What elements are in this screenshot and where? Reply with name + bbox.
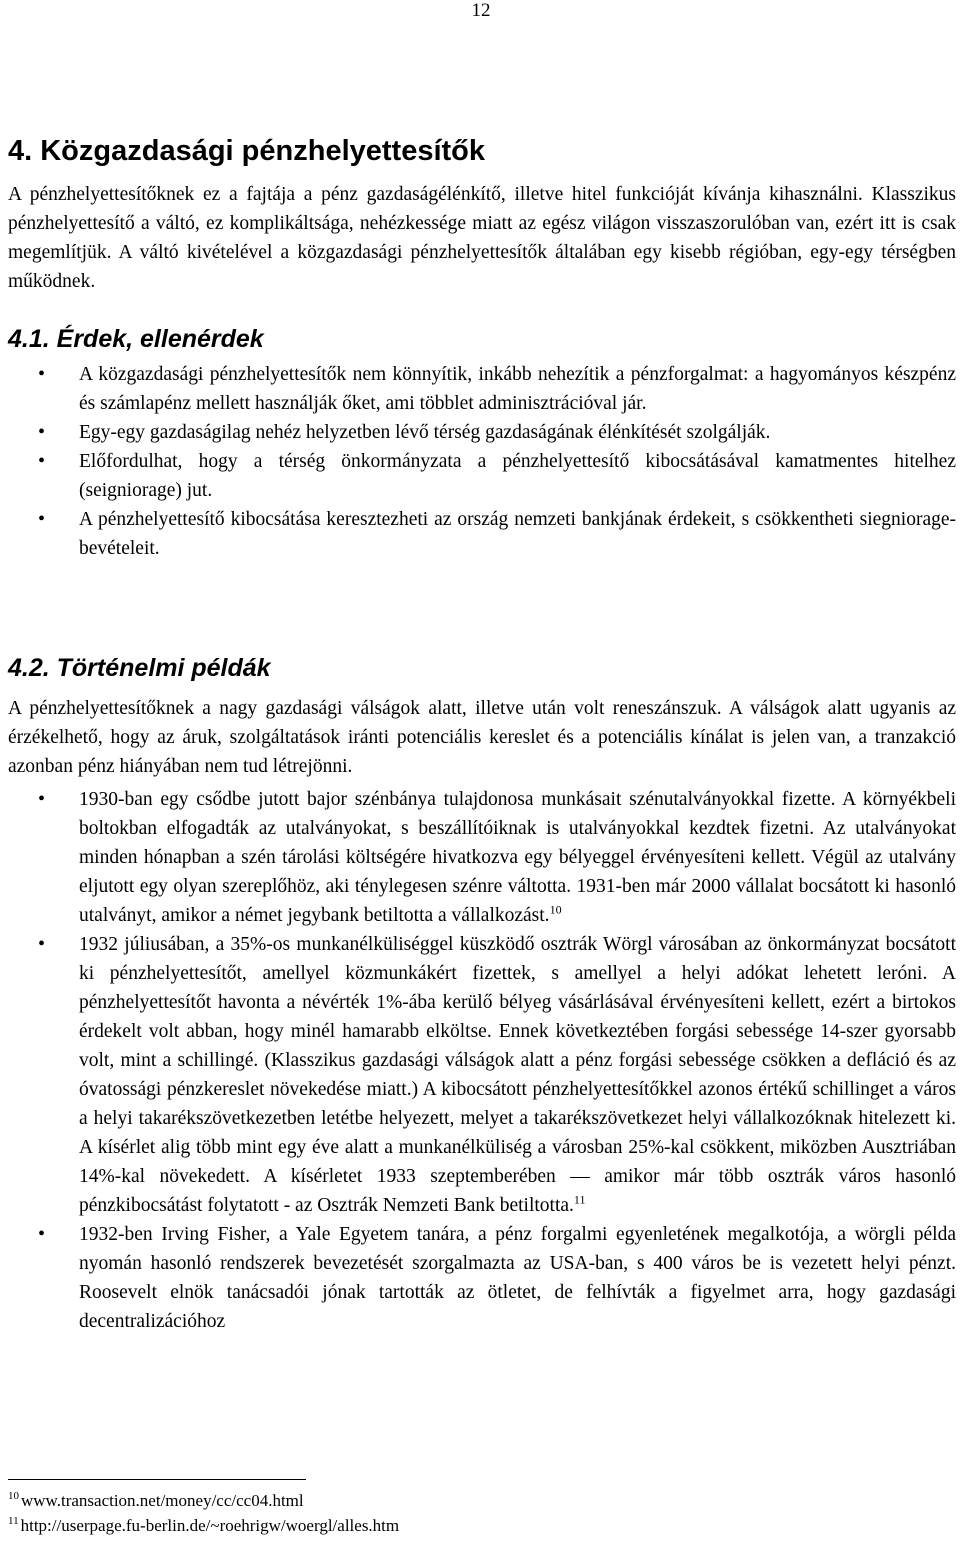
chapter-intro-paragraph: A pénzhelyettesítőknek ez a fajtája a pénz gazdaságélénkítő, illetve hitel funkcióját kívánja kihasználni. Klasszikus pénzhelyettesítő a váltó, ez komplikáltsága, nehézkessége miatt az egész világon visszaszorulóban van, ezért itt is csak megemlítjük. A váltó kivételével a közgazdasági pénzhelyettesítők általában egy kisebb régióban, egy-egy térségben működnek. xyxy=(8,184,956,292)
list-item xyxy=(0,930,956,1220)
section-title-4-2: 4.2. Történelmi példák xyxy=(8,654,271,682)
footnote-link[interactable]: http://userpage.fu-berlin.de/~roehrigw/woergl/alles.htm xyxy=(20,1516,400,1535)
list-item xyxy=(0,785,956,930)
footnote-reference[interactable]: 11 xyxy=(573,1192,586,1207)
chapter-title: 4. Közgazdasági pénzhelyettesítők xyxy=(8,135,486,167)
list-item-text: 1932-ben Irving Fisher, a Yale Egyetem tanára, a pénz forgalmi egyenletének megalkotója, a wörgli példa nyomán hasonló rendszerek bevezetését szorgalmazta az USA-ban, s 400 város be is vezetett helyi pénzt. Roosevelt elnök tanácsadói jónak tartották az ötletet, de felhívták a figyelmet arra, hogy gazdasági decentralizációhoz xyxy=(79,1224,956,1332)
page-number: 12 xyxy=(471,0,491,21)
list-item xyxy=(0,1220,956,1336)
footnote-divider xyxy=(8,1479,306,1480)
section-4-2-bullet-list xyxy=(0,785,956,1336)
list-item-text: 1932 júliusában, a 35%-os munkanélküliséggel küszködő osztrák Wörgl városában az önkormányzat bocsátott ki pénzhelyettesítőt, amellyel közmunkákért fizettek, s amellyel a helyi adókat lehetett leróni. A pénzhelyettesítőt havonta a névérték 1%-ába kerülő bélyeg vásárlásával érvényesíteni kellett, ezért a birtokos érdekelt volt abban, hogy minél hamarabb elköltse. Ennek következtében forgási sebessége 14-szer gyorsabb volt, mint a schillingé. (Klasszikus gazdasági válságok alatt a pénz forgási sebessége csökken a defláció és az óvatossági pénzkereslet növekedése miatt.) A kibocsátott pénzhelyettesítőkkel azonos értékű schillinget a város a helyi takarékszövetkezetben letétbe helyezett, melyet a takarékszövetkezet helyi vállalkozóknak hitelezett ki. A kísérlet alig több mint egy éve alatt a munkanélküliség a városban 25%-kal csökkent, miközben Ausztriában 14%-kal növekedett. A kísérletet 1933 szeptemberében — amikor már több osztrák város hasonló pénzkibocsátást folytatott - az Osztrák Nemzeti Bank betiltotta. xyxy=(79,934,956,1216)
list-item: • A pénzhelyettesítő kibocsátása keresztezheti az ország nemzeti bankjának érdekeit, s csökkentheti siegniorage-bevételeit. xyxy=(0,505,956,563)
footnote-link[interactable]: www.transaction.net/money/cc/cc04.html xyxy=(21,1491,304,1510)
list-item: • A közgazdasági pénzhelyettesítők nem könnyítik, inkább nehezítik a pénzforgalmat: a hagyományos készpénz és számlapénz mellett használják őket, ami többlet adminisztrációval jár. xyxy=(0,360,956,418)
list-item: • Előfordulhat, hogy a térség önkormányzata a pénzhelyettesítő kibocsátásával kamatmentes hitelhez (seigniorage) jut. xyxy=(0,447,956,505)
section-title-4-1: 4.1. Érdek, ellenérdek xyxy=(8,325,264,353)
footnote-reference[interactable]: 10 xyxy=(549,902,562,917)
list-item-text: 1930-ban egy csődbe jutott bajor szénbánya tulajdonosa munkásait szénutalványokkal fizette. A környékbeli boltokban elfogadták az utalványokat, s beszállítóiknak is utalványokkal kezdtek fizetni. Az utalványokat minden hónapban a szén tárolási költségére hivatkozva egy bélyeggel érvényesíteni kellett. Végül az utalvány eljutott egy olyan szereplőhöz, aki ténylegesen szénre váltotta. 1931-ben már 2000 vállalat bocsátott ki hasonló utalványt, amikor a német jegybank betiltotta a vállalkozást. xyxy=(79,789,956,926)
list-item: • Egy-egy gazdaságilag nehéz helyzetben lévő térség gazdaságának élénkítését szolgálják. xyxy=(0,418,956,447)
footnote-number: 11 xyxy=(8,1515,19,1528)
footnote xyxy=(8,1515,399,1537)
section-4-1-bullet-list xyxy=(0,360,956,563)
section-4-2-intro-paragraph: A pénzhelyettesítőknek a nagy gazdasági válságok alatt, illetve után volt reneszánszuk. A válságok alatt ugyanis az érzékelhető, hogy az áruk, szolgáltatások iránti potenciális kereslet és a potenciális kínálat is jelen van, a tranzakció azonban pénz hiányában nem tud létrejönni. xyxy=(8,698,956,777)
footnote xyxy=(8,1490,304,1512)
footnote-number: 10 xyxy=(8,1490,19,1503)
